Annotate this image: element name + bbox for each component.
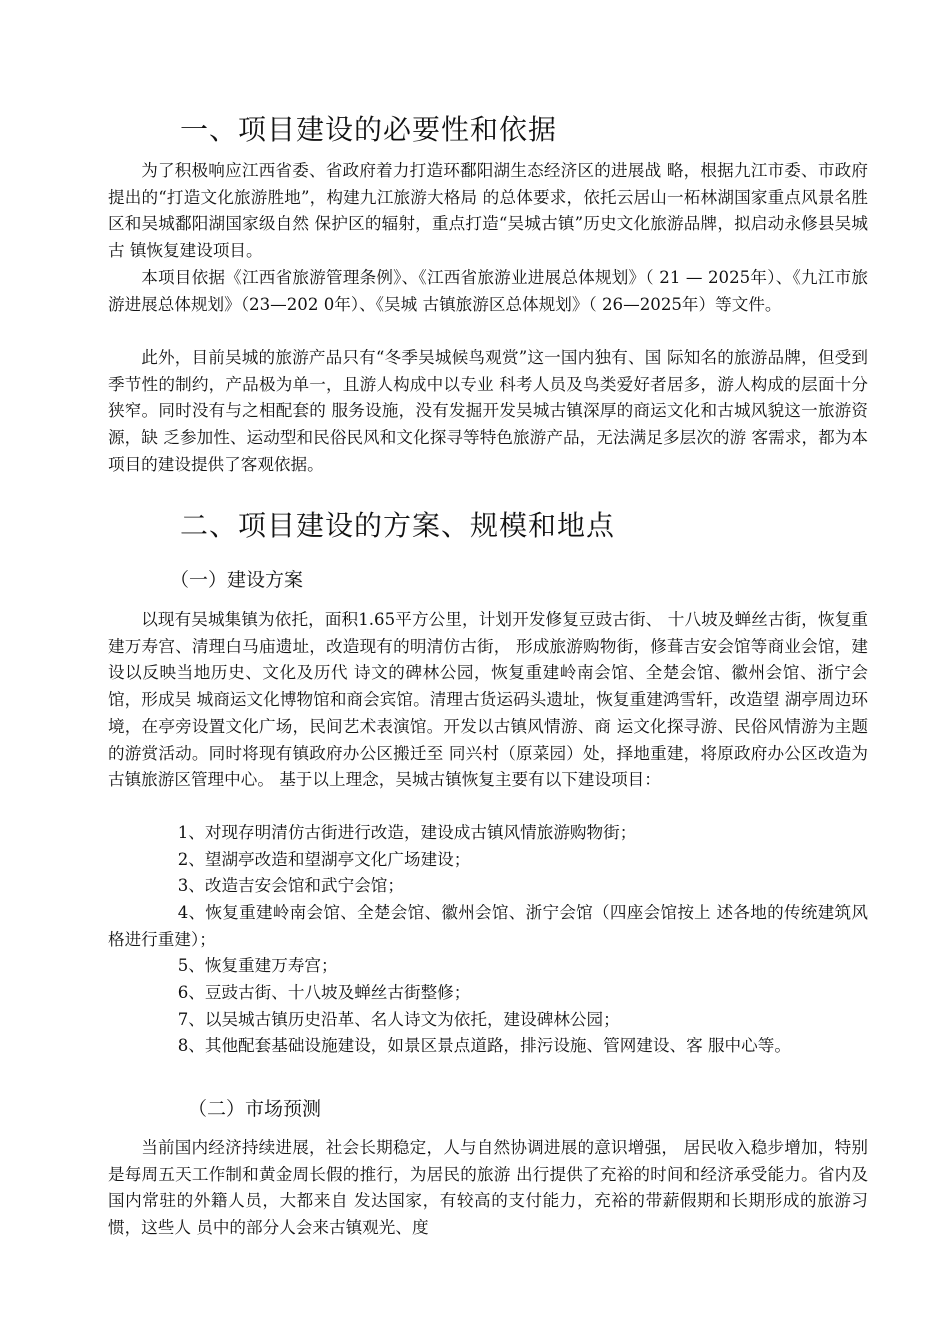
list-item: 5、恢复重建万寿宫； [177,956,338,975]
section1-paragraph-1: 为了积极响应江西省委、省政府着力打造环鄱阳湖生态经济区的进展战 略，根据九江市委、市政府提出的“打造文化旅游胜地”，构建九江旅游大格局 的总体要求，依托云居山一柘林湖国家重点风景名胜区和吴城鄱阳湖国家级自然 保护区的辐射，重点打造“吴城古镇”历史文化旅游品牌，拟启动永修县吴城古 镇恢复建设项目。 [108,161,868,261]
subsection-1-paragraph: 以现有吴城集镇为依托，面积1.65平方公里，计划开发修复豆豉古街、 十八坡及蝉丝古街，恢复重建万寿宫、清理白马庙遗址，改造现有的明清仿古街， 形成旅游购物街，修葺吉安会馆等商业会馆，建设以反映当地历史、文化及历代 诗文的碑林公园，恢复重建岭南会馆、全楚会馆、徽州会馆、浙宁会馆，形成吴 城商运文化博物馆和商会宾馆。清理古货运码头遗址，恢复重建鸿雪轩，改造望 湖亭周边环境，在亭旁设置文化广场，民间艺术表演馆。开发以古镇风情游、商 运文化探寻游、民俗风情游为主题的游赏活动。同时将现有镇政府办公区搬迁至 同兴村（原菜园）处，择地重建，将原政府办公区改造为古镇旅游区管理中心。 基于以上理念，吴城古镇恢复主要有以下建设项目： [108,610,868,790]
section1-paragraph-3: 此外，目前吴城的旅游产品只有“冬季吴城候鸟观赏”这一国内独有、国 际知名的旅游品牌，但受到季节性的制约，产品极为单一，且游人构成中以专业 科考人员及鸟类爱好者居多，游人构成的层面十分狭窄。同时没有与之相配套的 服务设施，没有发掘开发吴城古镇深厚的商运文化和古城风貌这一旅游资源，缺 乏参加性、运动型和民俗民风和文化探寻等特色旅游产品，无法满足多层次的游 客需求，都为本项目的建设提供了客观依据。 [108,348,868,474]
subsection-1-heading: （一）建设方案 [170,569,304,591]
list-item: 3、改造吉安会馆和武宁会馆； [177,876,404,895]
section1-heading: 一、项目建设的必要性和依据 [180,113,558,146]
list-item: 7、以吴城古镇历史沿革、名人诗文为依托，建设碑林公园； [177,1010,620,1029]
section1-paragraph-2: 本项目依据《江西省旅游管理条例》、《江西省旅游业进展总体规划》（ 21 — 2025年）、《九江市旅游进展总体规划》（23—202 0年）、《吴城 古镇旅游区总体规划》（ 26—2025年）等文件。 [108,268,868,314]
subsection-2-heading: （二）市场预测 [188,1098,322,1120]
subsection-2-paragraph: 当前国内经济持续进展，社会长期稳定，人与自然协调进展的意识增强， 居民收入稳步增加，特别是每周五天工作制和黄金周长假的推行，为居民的旅游 出行提供了充裕的时间和经济承受能力。省内及国内常驻的外籍人员，大都来自 发达国家，有较高的支付能力，充裕的带薪假期和长期形成的旅游习惯，这些人 员中的部分人会来古镇观光、度 [108,1138,868,1238]
list-item: 2、望湖亭改造和望湖亭文化广场建设； [177,850,471,869]
list-item: 6、豆豉古街、十八坡及蝉丝古街整修； [177,983,471,1002]
list-item: 1、对现存明清仿古街进行改造，建设成古镇风情旅游购物街； [177,823,637,842]
list-item: 8、其他配套基础设施建设，如景区景点道路，排污设施、管网建设、客 服中心等。 [177,1036,791,1055]
list-item: 4、恢复重建岭南会馆、全楚会馆、徽州会馆、浙宁会馆（四座会馆按上 述各地的传统建筑风格进行重建）； [108,903,868,949]
section2-heading: 二、项目建设的方案、规模和地点 [180,509,616,542]
